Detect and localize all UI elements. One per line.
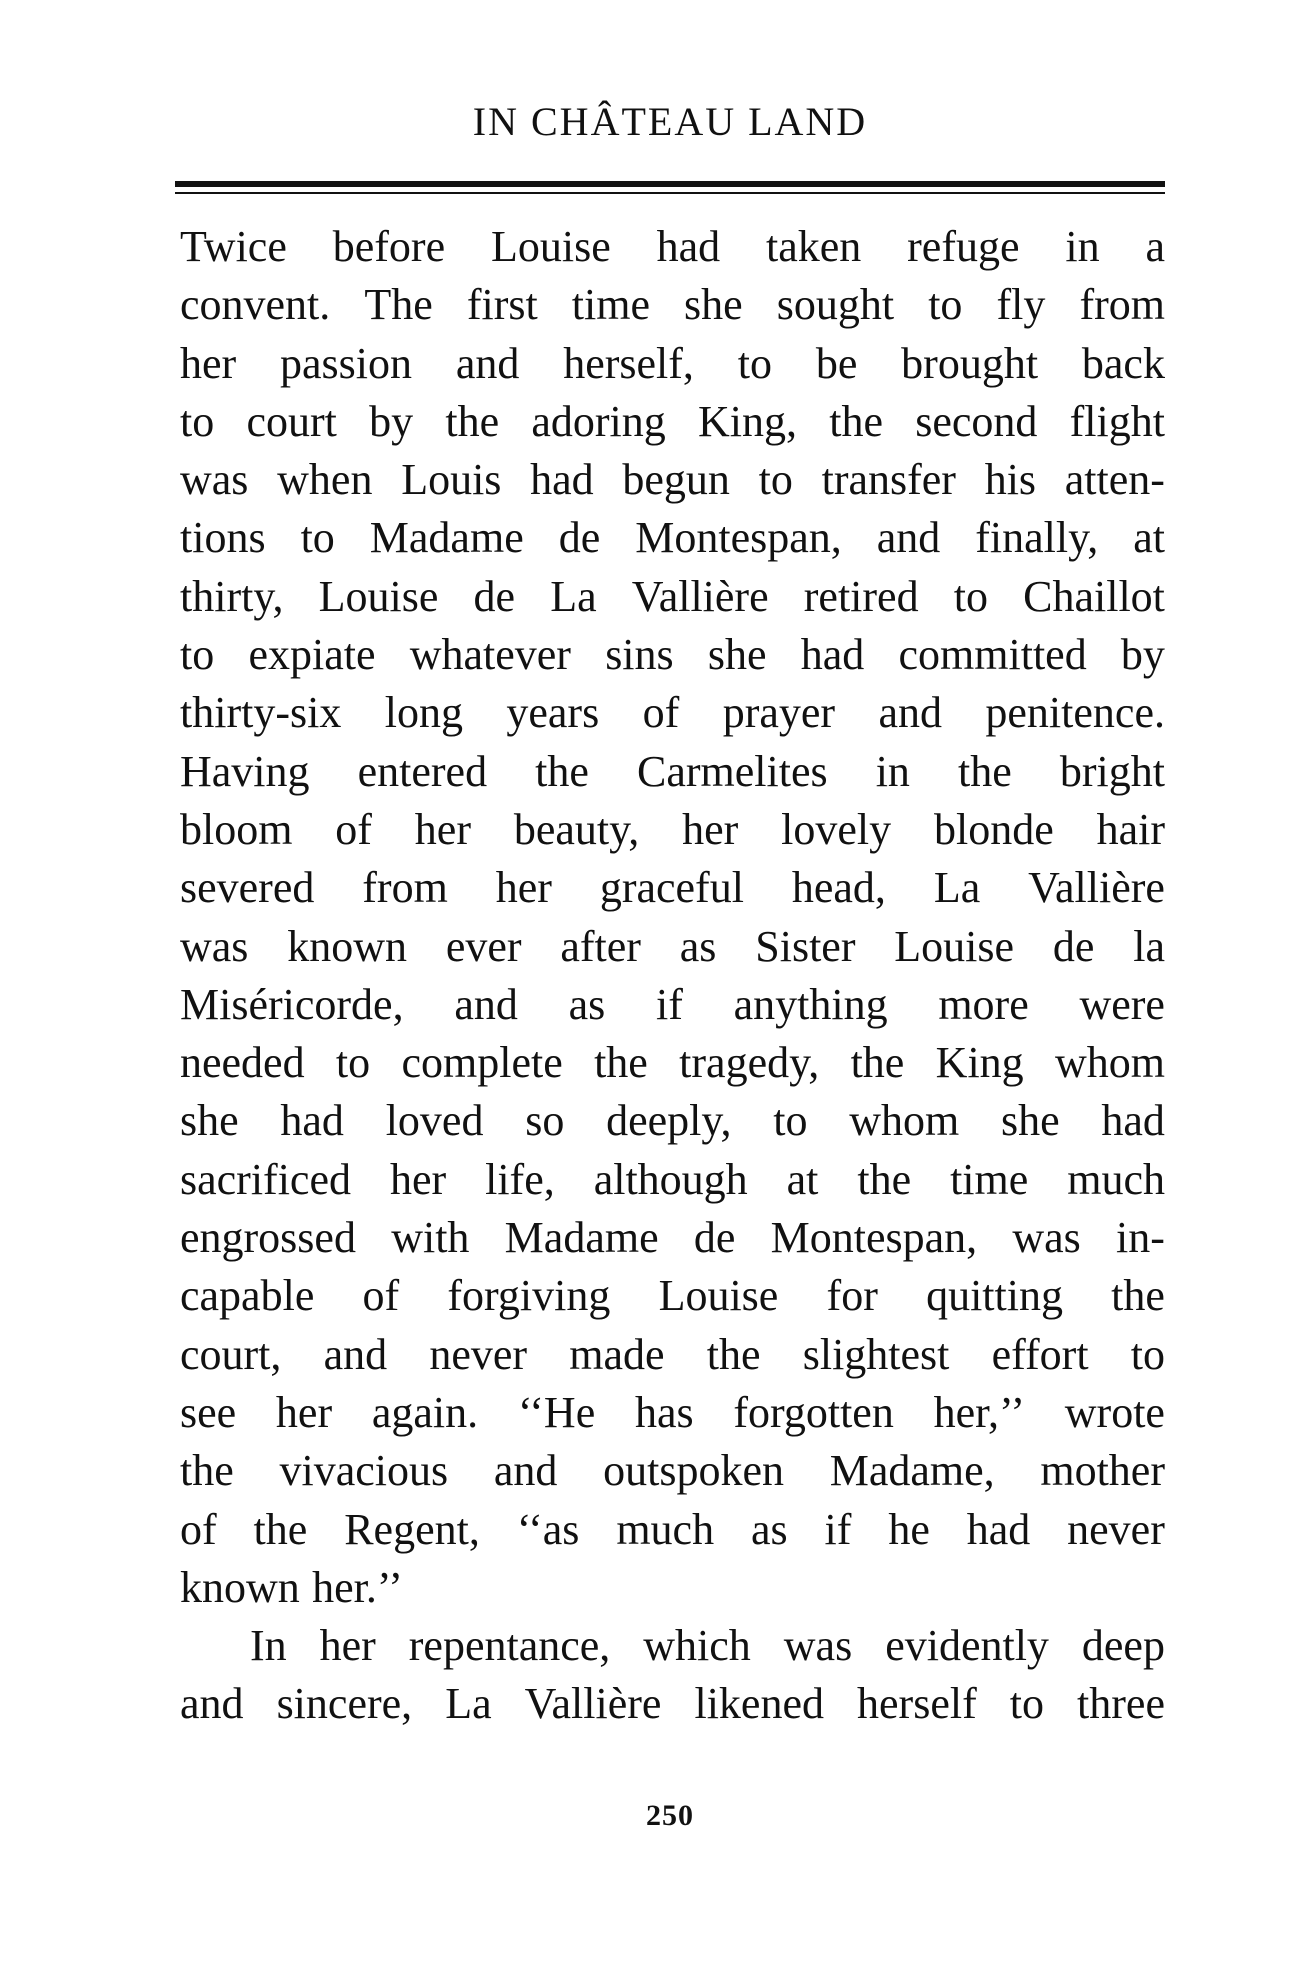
text-line: sacrificed her life, although at the time much [180, 1154, 1165, 1204]
text-line: convent. The first time she sought to fly from [180, 280, 1165, 330]
text-line: tions to Madame de Montespan, and finally, at [180, 513, 1165, 563]
page-number: 250 [646, 1799, 694, 1832]
text-line: to expiate whatever sins she had committed by [180, 630, 1165, 680]
text-line: known her.’’ [180, 1562, 403, 1612]
body-text [180, 218, 1165, 1734]
text-line: to court by the adoring King, the second flight [180, 396, 1165, 446]
text-line: needed to complete the tragedy, the King whom [180, 1038, 1165, 1088]
text-line: she had loved so deeply, to whom she had [180, 1096, 1165, 1146]
text-line: bloom of her beauty, her lovely blonde hair [180, 804, 1165, 854]
text-line: Miséricorde, and as if anything more were [180, 979, 1165, 1029]
text-line: capable of forgiving Louise for quitting the [180, 1271, 1165, 1321]
running-head: IN CHÂTEAU LAND [472, 99, 868, 144]
text-line: thirty-six long years of prayer and penitence. [180, 688, 1165, 738]
text-line: was when Louis had begun to transfer his atten- [180, 455, 1165, 505]
text-line: her passion and herself, to be brought back [180, 338, 1165, 388]
text-line: was known ever after as Sister Louise de la [180, 921, 1165, 971]
text-line: severed from her graceful head, La Vallière [180, 863, 1165, 913]
header-rule-thin [175, 192, 1165, 194]
text-line: of the Regent, ‘‘as much as if he had never [180, 1504, 1165, 1554]
text-line: the vivacious and outspoken Madame, mother [180, 1446, 1165, 1496]
text-line: Having entered the Carmelites in the bright [180, 746, 1165, 796]
text-line: see her again. ‘‘He has forgotten her,’’ wrote [180, 1387, 1165, 1437]
text-line: In her repentance, which was evidently deep [250, 1621, 1165, 1671]
text-line: thirty, Louise de La Vallière retired to Chaillot [180, 571, 1165, 621]
text-line: Twice before Louise had taken refuge in a [180, 222, 1165, 271]
text-line: and sincere, La Vallière likened herself to three [180, 1679, 1165, 1729]
text-line: court, and never made the slightest effort to [180, 1329, 1165, 1379]
text-line: engrossed with Madame de Montespan, was in- [180, 1213, 1165, 1263]
header-rule-thick [175, 181, 1165, 187]
